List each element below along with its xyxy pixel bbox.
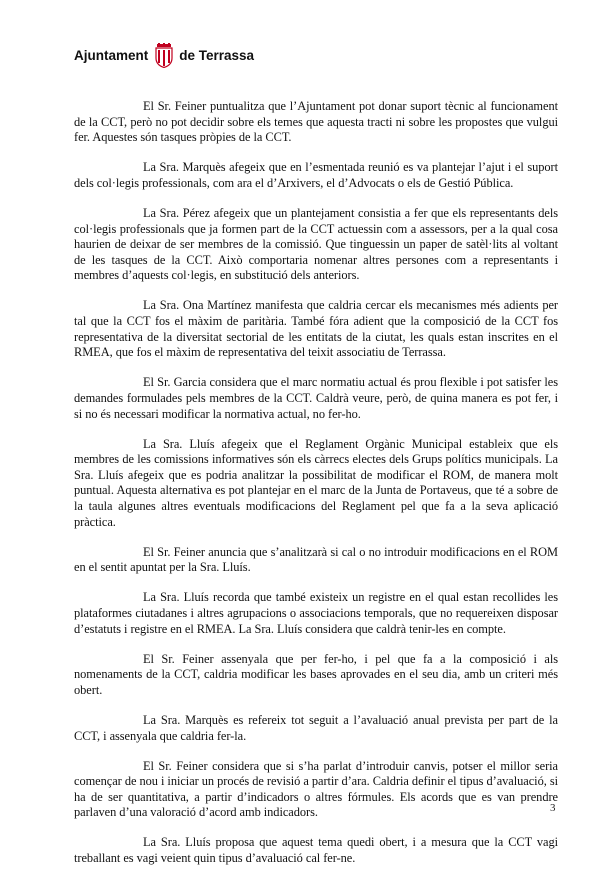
paragraph: El Sr. Feiner assenyala que per fer-ho, i pel que fa a la composició i als nomenaments de la CCT, caldria modificar les bases aprovades en el seu dia, amb un criteri més obert. <box>74 651 558 697</box>
paragraph: La Sra. Pérez afegeix que un plantejament consistia a fer que els representants dels col·legis professionals que ja formen part de la CCT actuessin com a assessors, per a la qual cosa haurien de deixar de ser membres de la comissió. Que tinguessin un paper de satèl·lits al voltant de les tasques de la CCT. Això comportaria nomenar altres persones com a representants i membres d’aquests col·legis, en substitució dels anteriors. <box>74 205 558 283</box>
header-name-left: Ajuntament <box>74 47 149 63</box>
paragraph: La Sra. Ona Martínez manifesta que caldria cercar els mecanismes més adients per tal que la CCT fos el màxim de paritària. També fóra adient que la composició de la CCT fos representativa de la diversitat sectorial de les entitats de la ciutat, les quals estan inscrites en el RMEA, que fos el màxim de representativa del teixit associatiu de Terrassa. <box>74 298 558 360</box>
paragraph: La Sra. Marquès es refereix tot seguit a l’avaluació anual prevista per part de la CCT, i assenyala que caldria fer-la. <box>74 712 558 743</box>
paragraph: La Sra. Marquès afegeix que en l’esmentada reunió es va plantejar l’ajut i el suport dels col·legis professionals, com ara el d’Arxivers, el d’Advocats o els de Gestió Pública. <box>74 160 558 190</box>
page-number: 3 <box>550 802 556 814</box>
paragraph: El Sr. Feiner puntualitza que l’Ajuntament pot donar suport tècnic al funcionament de la CCT, però no pot decidir sobre els temes que aquesta tracti ni sobre les propostes que vulgui fer. Aquestes són tasques pròpies de la CCT. <box>74 99 558 145</box>
header-name-right: de Terrassa <box>179 47 255 63</box>
paragraph: La Sra. Lluís afegeix que el Reglament Orgànic Municipal estableix que els membres de les comissions informatives són els càrrecs electes dels Grups polítics municipals. La Sra. Lluís afegeix que es podria analitzar la possibilitat de modificar el ROM, de manera molt puntual. Aquesta alternativa es pot plantejar en el marc de la Junta de Portaveus, que té a sobre de la taula algunes altres eventuals modificacions del Reglament pel que fa a la seva aplicació pràctica. <box>74 436 558 529</box>
paragraph: El Sr. Garcia considera que el marc normatiu actual és prou flexible i pot satisfer les demandes formulades pels membres de la CCT. Caldrà veure, però, de quina manera es pot fer, i si no és necessari modificar la normativa actual, no fer-ho. <box>74 375 558 421</box>
paragraph: La Sra. Lluís recorda que també existeix un registre en el qual estan recollides les plataformes ciutadanes i altres agrupacions o associacions temporals, que no requereixen disposar d’estatuts i registre en el RMEA. La Sra. Lluís considera que caldrà tenir-les en compte. <box>74 590 558 636</box>
page-header <box>74 40 254 70</box>
paragraph: La Sra. Lluís proposa que aquest tema quedi obert, i a mesura que la CCT vagi treballant es vagi veient quin tipus d’avaluació cal fer-ne. <box>74 835 558 866</box>
document-body <box>74 99 558 881</box>
municipal-coat-of-arms-icon <box>154 43 174 68</box>
paragraph: El Sr. Feiner considera que si s’ha parlat d’introduir canvis, potser el millor seria començar de nou i iniciar un procés de revisió a partir d’ara. Caldria definir el tipus d’avaluació, si ha de ser quantitativa, a partir d’indicadors o altres fórmules. Els acords que es van prendre parlaven d’una valoració d’acord amb indicadors. <box>74 758 558 820</box>
paragraph: El Sr. Feiner anuncia que s’analitzarà si cal o no introduir modificacions en el ROM en el sentit apuntat per la Sra. Lluís. <box>74 544 558 575</box>
